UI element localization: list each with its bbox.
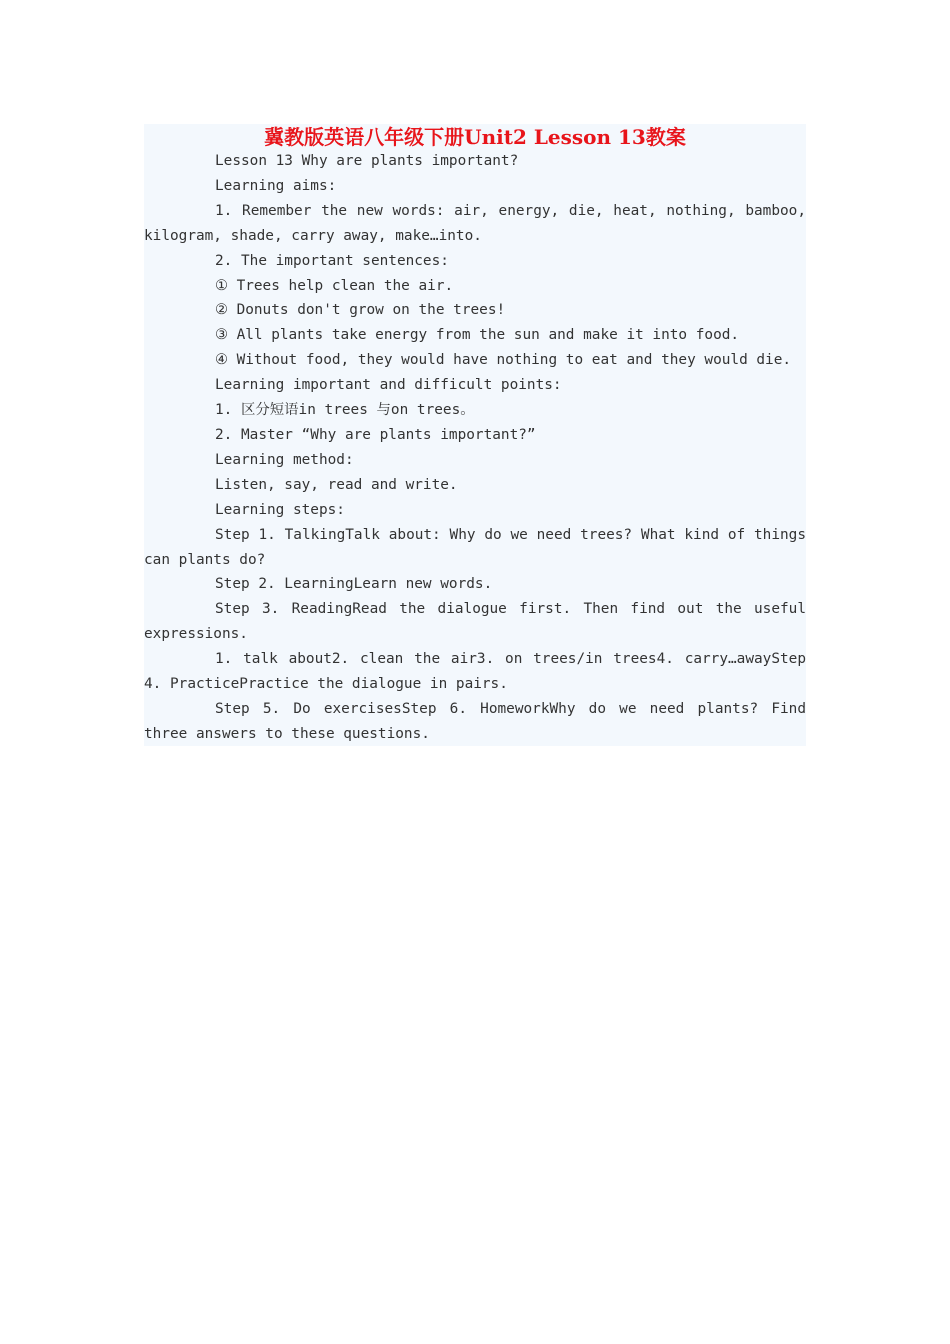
aim-important-sentences: 2. The important sentences: [215,252,449,269]
document-body [144,149,815,747]
sentence-item: ① Trees help clean the air. [215,277,454,294]
learning-method-text: Listen, say, read and write. [215,476,458,493]
sentence-item: ④ Without food, they would have nothing to eat and they would die. [215,352,792,369]
lesson-plan-block [144,124,815,746]
learning-aims-heading: Learning aims: [215,177,337,194]
learning-steps-heading: Learning steps: [215,501,345,518]
step-item: Step 5. Do exercisesStep 6. HomeworkWhy do we need plants? Find three answers to these questions. [144,700,815,742]
step-item: 1. talk about2. clean the air3. on trees/in trees4. carry…awayStep 4. PracticePractice the dialogue in pairs. [144,651,815,693]
step-item: Step 1. TalkingTalk about: Why do we need trees? What kind of things can plants do? [144,526,815,568]
key-point-item: 1. 区分短语in trees 与on trees。 [215,402,475,419]
aim-new-words: 1. Remember the new words: air, energy, die, heat, nothing, bamboo, kilogram, shade, carry away, make…into. [144,202,815,244]
sentence-item: ② Donuts don't grow on the trees! [215,302,506,319]
lesson-heading: Lesson 13 Why are plants important? [215,153,519,169]
document-title: 冀教版英语八年级下册Unit2 Lesson 13教案 [264,125,686,149]
sentence-item: ③ All plants take energy from the sun and make it into food. [215,327,740,344]
key-point-item: 2. Master “Why are plants important?” [215,426,536,443]
step-item: Step 2. LearningLearn new words. [215,576,493,593]
learning-method-heading: Learning method: [215,451,354,468]
step-item: Step 3. ReadingRead the dialogue first. Then find out the useful expressions. [144,601,815,643]
key-points-heading: Learning important and difficult points: [215,377,562,394]
